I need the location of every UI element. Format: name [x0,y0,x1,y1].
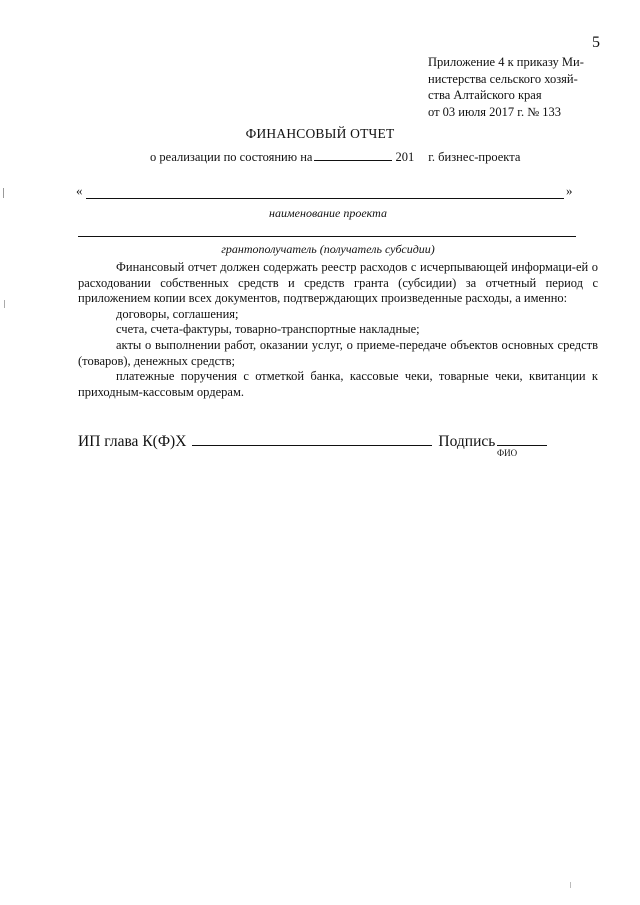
scan-footer-mark [570,882,571,888]
list-item: акты о выполнении работ, оказании услуг, о приеме-передаче объектов основных средств (товаров), денежных средств; [78,337,598,368]
scan-margin-mark [4,300,5,308]
signature-blank-field[interactable] [497,431,547,446]
appendix-line: Приложение 4 к приказу Ми- [428,55,584,69]
report-subtitle [150,149,520,165]
grantee-blank-field[interactable] [78,236,576,237]
appendix-header [428,54,584,120]
list-item: счета, счета-фактуры, товарно-транспортные накладные; [116,322,420,337]
scan-margin-mark [3,188,4,198]
signature-role-label: ИП глава К(Ф)Х [78,433,187,450]
fio-caption: ФИО [497,448,518,458]
page-number: 5 [592,34,600,51]
project-name-blank-field[interactable] [86,198,564,199]
intro-paragraph: Финансовый отчет должен содержать реестр расходов с исчерпывающей информаци-ей о расходовании собственных средств и средств гранта (субсидии) за отчетный период с приложением копии всех документов, подтверждающих произведенные расходы, а именно: [78,260,598,306]
open-quote: « [76,183,83,198]
close-quote: » [566,183,573,198]
appendix-line: нистерства сельского хозяй- [428,71,578,86]
signature-block [78,431,547,451]
document-title: ФИНАНСОВЫЙ ОТЧЕТ [245,126,395,141]
signature-label: Подпись [438,433,496,450]
project-name-caption: наименование проекта [269,206,387,220]
appendix-line: ства Алтайского края [428,88,542,102]
appendix-line: от 03 июля 2017 г. № 133 [428,104,562,119]
grantee-caption: грантополучатель (получатель субсидии) [221,242,435,256]
subtitle-suffix: г. бизнес-проекта [428,150,521,164]
list-item: платежные поручения с отметкой банка, кассовые чеки, товарные чеки, квитанции к приходным-кассовым ордерам. [78,369,598,399]
date-blank-field[interactable] [314,149,392,161]
report-requirements-text [78,260,598,400]
list-item: договоры, соглашения; [116,306,239,321]
name-blank-field[interactable] [192,431,432,446]
subtitle-prefix: о реализации по состоянию на [150,150,313,164]
subtitle-year: 201 [395,150,415,164]
